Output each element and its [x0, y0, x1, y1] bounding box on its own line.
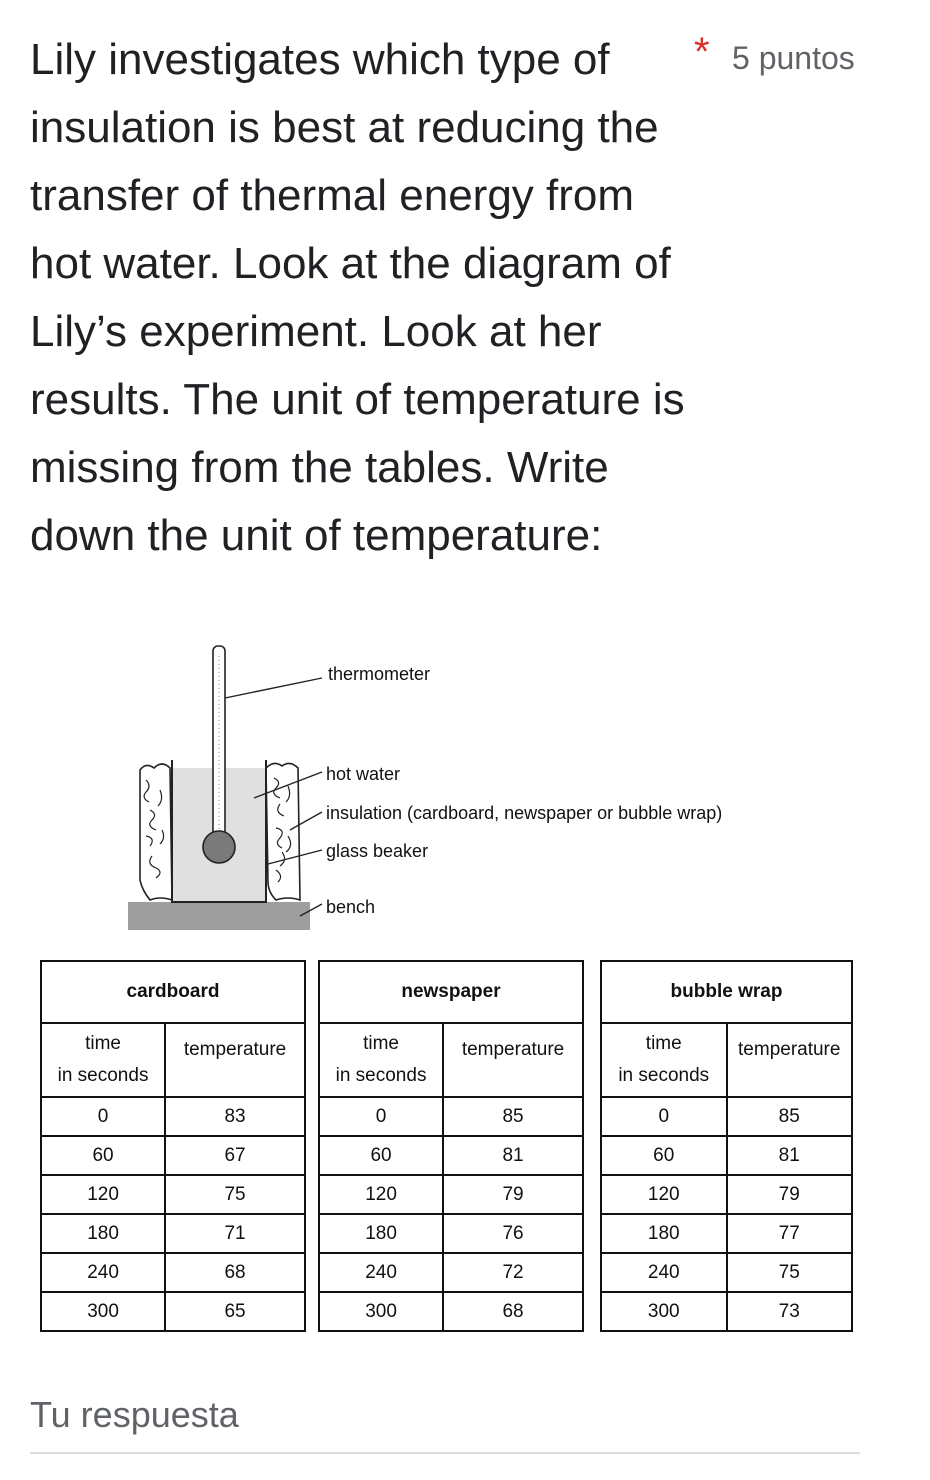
table-row	[601, 1214, 852, 1253]
column-header-temperature: temperature	[727, 1023, 853, 1097]
label-glass-beaker: glass beaker	[326, 841, 429, 861]
required-asterisk: *	[694, 30, 710, 74]
time-cell: 180	[601, 1214, 727, 1253]
time-cell: 60	[601, 1136, 727, 1175]
table-row	[41, 1292, 305, 1331]
temperature-cell: 81	[443, 1136, 583, 1175]
table-row	[601, 1253, 852, 1292]
column-header-time: time in seconds	[319, 1023, 443, 1097]
experiment-diagram	[0, 600, 930, 950]
table-title: newspaper	[319, 961, 583, 1023]
thermometer	[213, 646, 225, 838]
table-row	[319, 1253, 583, 1292]
column-header-temperature: temperature	[165, 1023, 305, 1097]
temperature-cell: 73	[727, 1292, 853, 1331]
temperature-cell: 67	[165, 1136, 305, 1175]
temperature-cell: 75	[165, 1175, 305, 1214]
label-thermometer: thermometer	[328, 664, 431, 684]
table-row	[41, 1214, 305, 1253]
table-row	[41, 1097, 305, 1136]
results-table-bubble-wrap	[600, 960, 853, 1332]
temperature-cell: 71	[165, 1214, 305, 1253]
table-title: bubble wrap	[601, 961, 852, 1023]
insulation-left	[140, 764, 172, 900]
table-row	[601, 1097, 852, 1136]
time-cell: 60	[41, 1136, 165, 1175]
time-cell: 60	[319, 1136, 443, 1175]
temperature-cell: 83	[165, 1097, 305, 1136]
time-cell: 120	[319, 1175, 443, 1214]
table-body	[601, 1097, 852, 1331]
temperature-cell: 81	[727, 1136, 853, 1175]
table-title: cardboard	[41, 961, 305, 1023]
temperature-cell: 72	[443, 1253, 583, 1292]
table-row	[319, 1097, 583, 1136]
temperature-cell: 75	[727, 1253, 853, 1292]
temperature-cell: 85	[727, 1097, 853, 1136]
temperature-cell: 79	[443, 1175, 583, 1214]
answer-underline[interactable]	[30, 1452, 860, 1454]
time-cell: 180	[41, 1214, 165, 1253]
column-header-time: time in seconds	[41, 1023, 165, 1097]
time-cell: 300	[601, 1292, 727, 1331]
table-row	[319, 1136, 583, 1175]
label-insulation: insulation (cardboard, newspaper or bubble wrap)	[326, 803, 723, 823]
table-row	[41, 1136, 305, 1175]
time-cell: 120	[601, 1175, 727, 1214]
table-row	[601, 1175, 852, 1214]
table-body	[41, 1097, 305, 1331]
label-hot-water: hot water	[326, 764, 401, 784]
table-row	[601, 1292, 852, 1331]
table-body	[319, 1097, 583, 1331]
column-header-time: time in seconds	[601, 1023, 727, 1097]
temperature-cell: 68	[165, 1253, 305, 1292]
table-row	[319, 1175, 583, 1214]
time-cell: 240	[319, 1253, 443, 1292]
table-row	[41, 1253, 305, 1292]
table-row	[41, 1175, 305, 1214]
temperature-cell: 68	[443, 1292, 583, 1331]
time-cell: 0	[319, 1097, 443, 1136]
label-bench: bench	[326, 897, 376, 917]
time-cell: 240	[41, 1253, 165, 1292]
temperature-cell: 77	[727, 1214, 853, 1253]
table-row	[319, 1292, 583, 1331]
temperature-cell: 79	[727, 1175, 853, 1214]
time-cell: 120	[41, 1175, 165, 1214]
table-row	[601, 1136, 852, 1175]
table-row	[319, 1214, 583, 1253]
temperature-cell: 85	[443, 1097, 583, 1136]
column-header-temperature: temperature	[443, 1023, 583, 1097]
time-cell: 0	[41, 1097, 165, 1136]
temperature-cell: 65	[165, 1292, 305, 1331]
results-table-cardboard	[40, 960, 306, 1332]
thermometer-bulb	[203, 831, 235, 863]
results-table-newspaper	[318, 960, 584, 1332]
time-cell: 300	[319, 1292, 443, 1331]
bench	[128, 902, 310, 930]
time-cell: 180	[319, 1214, 443, 1253]
answer-input[interactable]: Tu respuesta	[30, 1394, 239, 1435]
temperature-cell: 76	[443, 1214, 583, 1253]
points-label: 5 puntos	[732, 40, 855, 76]
time-cell: 0	[601, 1097, 727, 1136]
insulation-right	[266, 763, 300, 900]
question-text: Lily investigates which type of insulation is best at reducing the transfer of thermal energy from hot water. Look at the diagram of Lily’s experiment. Look at her results. The unit of temperature is missing from the tables. Write down the unit of temperature:	[30, 35, 685, 560]
time-cell: 240	[601, 1253, 727, 1292]
time-cell: 300	[41, 1292, 165, 1331]
